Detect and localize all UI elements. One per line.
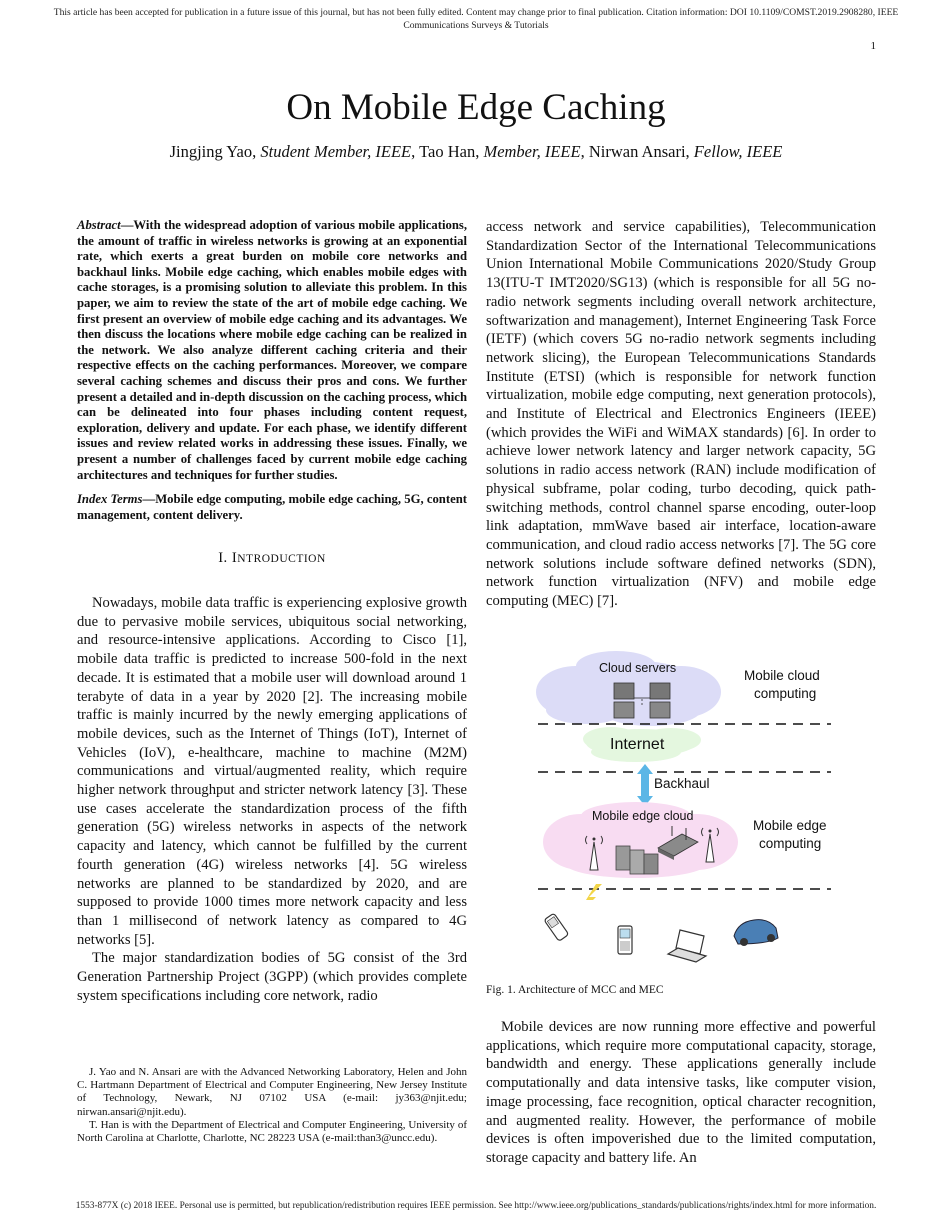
section-number: I. — [218, 550, 228, 567]
cloud-servers-label: Cloud servers — [599, 661, 677, 675]
paper-title: On Mobile Edge Caching — [286, 87, 666, 128]
figure-architecture — [486, 650, 876, 980]
mobile-edge-cloud-label: Mobile edge cloud — [592, 809, 694, 823]
author-role: Member, IEEE — [483, 142, 581, 161]
figure-caption: Fig. 1. Architecture of MCC and MEC — [486, 984, 664, 996]
mobile-devices-paragraph: Mobile devices are now running more effective and powerful applications, which require more computational capacity, storage, bandwidth and energy. These applications generally include computationally and data intensive tasks, like computer vision, image processing, face recognition, optical character recognition, and augmented reality. However, the performance of mobile devices is often impoverished due to the limited computation, storage capacity and battery life. An — [486, 1019, 876, 1166]
vehicle-icon — [734, 920, 778, 946]
mobile-edge-label-1: Mobile edge — [753, 818, 827, 833]
author-name: Tao Han, — [419, 142, 480, 161]
mobile-cloud-label-2: computing — [754, 686, 817, 701]
index-terms-dash: — — [142, 492, 156, 507]
section-title-initial: I — [231, 550, 238, 567]
flip-phone-icon — [544, 913, 569, 941]
abstract-text: With the widespread adoption of various mobile applications, the amount of traffic in wireless networks is growing at an exponential rate, which exerts a great burden on mobile core networks and backhaul links. Mobile edge caching, which enables mobile edges with cache storages, is a promising solution to alleviate this problem. In this paper, we aim to review the state of the art of mobile edge caching. We first present an overview of mobile edge caching and its advantages. We then discuss the locations where mobile edge caching can be realized in the network. We also analyze different caching criteria and their respective effects on the caching performances. Moreover, we compare several caching schemes and discuss their pros and cons. We further present a detailed and in-depth discussion on the caching process, which can be delineated into four phases including content request, exploration, delivery and update. For each phase, we identify different issues and review related works in addressing these issues. Finally, we present a number of challenges faced by current mobile edge caching architectures and techniques for further studies. — [77, 218, 467, 482]
abstract-label: Abstract — [77, 218, 121, 232]
author-name: Nirwan Ansari, — [588, 142, 690, 161]
architecture-diagram — [486, 650, 876, 980]
index-terms — [77, 492, 467, 523]
right-column — [486, 218, 876, 611]
mobile-phone-icon — [618, 926, 632, 954]
backhaul-label: Backhaul — [654, 776, 710, 791]
backhaul-arrow-icon — [637, 764, 653, 806]
notice-line-2: Communications Surveys & Tutorials — [403, 20, 549, 31]
author-role: Fellow, IEEE — [693, 142, 783, 161]
index-terms-label: Index Terms — [77, 492, 143, 507]
laptop-icon — [668, 930, 706, 962]
mobile-edge-label-2: computing — [759, 836, 822, 851]
internet-label: Internet — [610, 736, 665, 753]
standardization-paragraph: access network and service capabilities), Telecommunication Standardization Sector of the International Telecommunications Union International Mobile Communications 2020/Study Group 13(ITU-T IMT2020/SG13) (which is responsible for all 5G no-radio network segments including overall network architecture, softwarization and management), Internet Engineering Task Force (IETF) (which covers 5G no-radio network segments including network slicing), the European Telecommunications Standards Institute (ETSI) (which is responsible for network function virtualization, mobile edge computing, next generation protocols), and Institute of Electrical and Electronics Engineers (IEEE) (which provides the WiFi and WiMAX standards) [6]. In order to achieve lower network latency and larger network capacity, 5G solutions in radio access network (RAN) include modification of physical subframe, polar coding, turbo decoding, quick path-switching methods, control channel sparse encoding, outer-loop link adaptation, mmWave based air interface, location-aware communication, and cloud radio access networks [7]. The 5G core network solutions include software defined networks (SDN), network function virtualization (NFV) and mobile edge computing (MEC) [7]. — [486, 219, 876, 610]
section-title-rest: NTRODUCTION — [237, 553, 326, 566]
mobile-cloud-label-1: Mobile cloud — [744, 668, 820, 683]
copyright-footer: 1553-877X (c) 2018 IEEE. Personal use is permitted, but republication/redistribution requires IEEE permission. See http://www.ieee.org/publications_standards/publications/rights/index.html for more information. — [75, 1201, 877, 1211]
footnotes — [77, 1066, 467, 1145]
left-column — [77, 218, 467, 1005]
journal-notice — [0, 6, 952, 32]
footnote-1: J. Yao and N. Ansari are with the Advanced Networking Laboratory, Helen and John C. Hartmann Department of Electrical and Computer Engineering, New Jersey Institute of Technology, Newark, NJ 07102 USA (e-mail: jy363@njit.edu; nirwan.ansari@njit.edu). — [77, 1066, 467, 1118]
intro-paragraph-1: Nowadays, mobile data traffic is experiencing explosive growth due to pervasive mobile services, ubiquitous social networking, and resource-intensive applications. According to Cisco [1], mobile data traffic is predicted to increase 500-fold in the next decade. It is estimated that a mobile user will download around 1 terabyte of data in a year by 2020 [2]. The increasing mobile traffic is mainly incurred by the newly emerging applications of mobile devices, such as the Internet of Things (IoT), Internet of Vehicles (IoV), e-healthcare, machine to machine (M2M) communications and virtual/augmented reality, which require higher network throughput and stricter network latency [3]. These use cases accelerate the standardization process of the fifth generation (5G) wireless networks in aspects of the network capacity and latency, which cannot be fulfilled by the current fourth generation (4G) wireless networks [4]. 5G wireless networks are planned to be standardized by 2020, and are supposed to provide 1000 times more network capacity and less than 1 millisecond of network latency as compared to 4G networks [5]. — [77, 594, 467, 948]
intro-paragraph-2: The major standardization bodies of 5G consist of the 3rd Generation Partnership Project (3GPP) (which provides complete system specifications including core network, radio — [77, 950, 467, 1004]
abstract-dash: — — [120, 218, 134, 232]
notice-line-1: This article has been accepted for publication in a future issue of this journal, but has not been fully edited. Content may change prior to final publication. Citation information: DOI 10.1109/COMST.2019.2908280, IEEE — [53, 7, 899, 18]
abstract — [77, 218, 467, 483]
footnote-2: T. Han is with the Department of Electrical and Computer Engineering, University of North Carolina at Charlotte, Charlotte, NC 28223 USA (e-mail:than3@uncc.edu). — [77, 1118, 467, 1145]
section-heading — [77, 549, 467, 569]
author-role: Student Member, IEEE — [260, 142, 412, 161]
right-column-lower — [486, 1018, 876, 1168]
author-name: Jingjing Yao, — [169, 142, 257, 161]
author-list: Jingjing Yao, Student Member, IEEE, Tao Han, Member, IEEE, Nirwan Ansari, Fellow, IEEE — [169, 142, 783, 161]
page-number: 1 — [870, 40, 876, 52]
index-terms-text: Mobile edge computing, mobile edge caching, 5G, content management, content delivery. — [77, 492, 467, 522]
